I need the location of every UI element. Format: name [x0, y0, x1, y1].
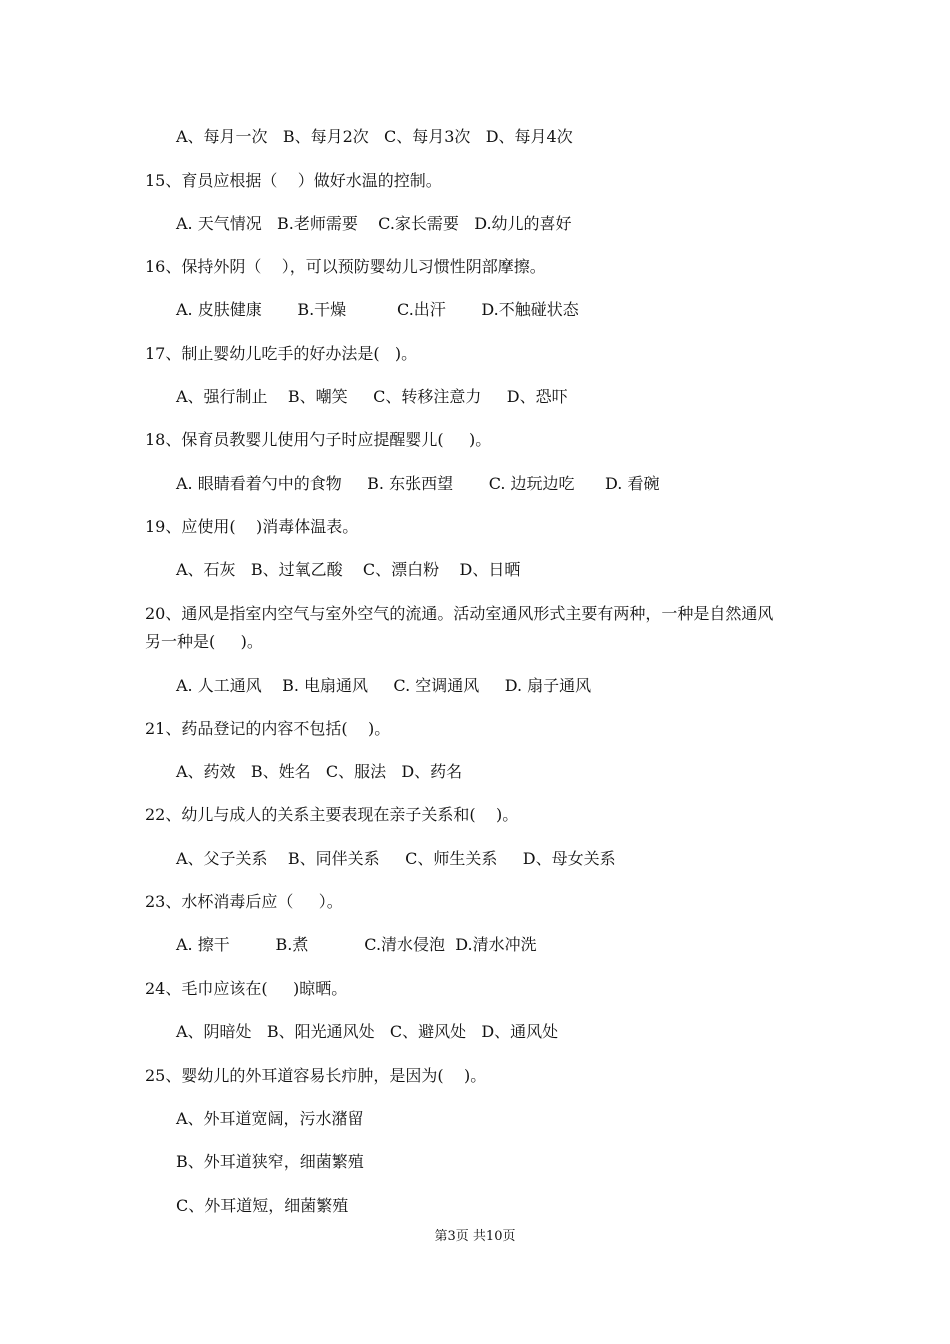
q19-question: 19、应使用( )消毒体温表。 [145, 517, 359, 536]
q19-options: A、石灰 B、过氧乙酸 C、漂白粉 D、日晒 [176, 560, 521, 579]
q20-question-line1: 20、通风是指室内空气与室外空气的流通。活动室通风形式主要有两种，一种是自然通风 [145, 604, 774, 623]
q16-options: A. 皮肤健康 B.干燥 C.出汗 D.不触碰状态 [176, 300, 579, 319]
page-footer: 第3页 共10页 [434, 1229, 516, 1244]
q20-options: A. 人工通风 B. 电扇通风 C. 空调通风 D. 扇子通风 [176, 676, 592, 695]
q22-options: A、父子关系 B、同伴关系 C、师生关系 D、母女关系 [176, 849, 616, 868]
q23-question: 23、水杯消毒后应（ ）。 [145, 892, 343, 911]
q14-options: A、每月一次 B、每月2次 C、每月3次 D、每月4次 [176, 127, 573, 146]
q25-question: 25、婴幼儿的外耳道容易长疖肿，是因为( )。 [145, 1066, 487, 1085]
q21-question: 21、药品登记的内容不包括( )。 [145, 719, 391, 738]
q25-option-b: B、外耳道狭窄，细菌繁殖 [176, 1152, 364, 1171]
q15-question: 15、育员应根据（ ）做好水温的控制。 [145, 171, 442, 190]
q18-question: 18、保育员教婴儿使用勺子时应提醒婴儿( )。 [145, 430, 492, 449]
q17-options: A、强行制止 B、嘲笑 C、转移注意力 D、恐吓 [176, 387, 568, 406]
q22-question: 22、幼儿与成人的关系主要表现在亲子关系和( )。 [145, 805, 519, 824]
q23-options: A. 擦干 B.煮 C.清水侵泡 D.清水冲洗 [176, 935, 537, 954]
q18-options: A. 眼睛看着勺中的食物 B. 东张西望 C. 边玩边吃 D. 看碗 [176, 474, 660, 493]
q25-option-a: A、外耳道宽阔，污水潴留 [176, 1109, 364, 1128]
q17-question: 17、制止婴幼儿吃手的好办法是( )。 [145, 344, 418, 363]
q25-option-c: C、外耳道短，细菌繁殖 [176, 1196, 349, 1215]
q24-options: A、阴暗处 B、阳光通风处 C、避风处 D、通风处 [176, 1022, 559, 1041]
q24-question: 24、毛巾应该在( )晾晒。 [145, 979, 348, 998]
q20-question-line2: 另一种是( )。 [145, 632, 263, 651]
q15-options: A. 天气情况 B.老师需要 C.家长需要 D.幼儿的喜好 [176, 214, 572, 233]
q16-question: 16、保持外阴（ ），可以预防婴幼儿习惯性阴部摩擦。 [145, 257, 546, 276]
q21-options: A、药效 B、姓名 C、服法 D、药名 [176, 762, 463, 781]
